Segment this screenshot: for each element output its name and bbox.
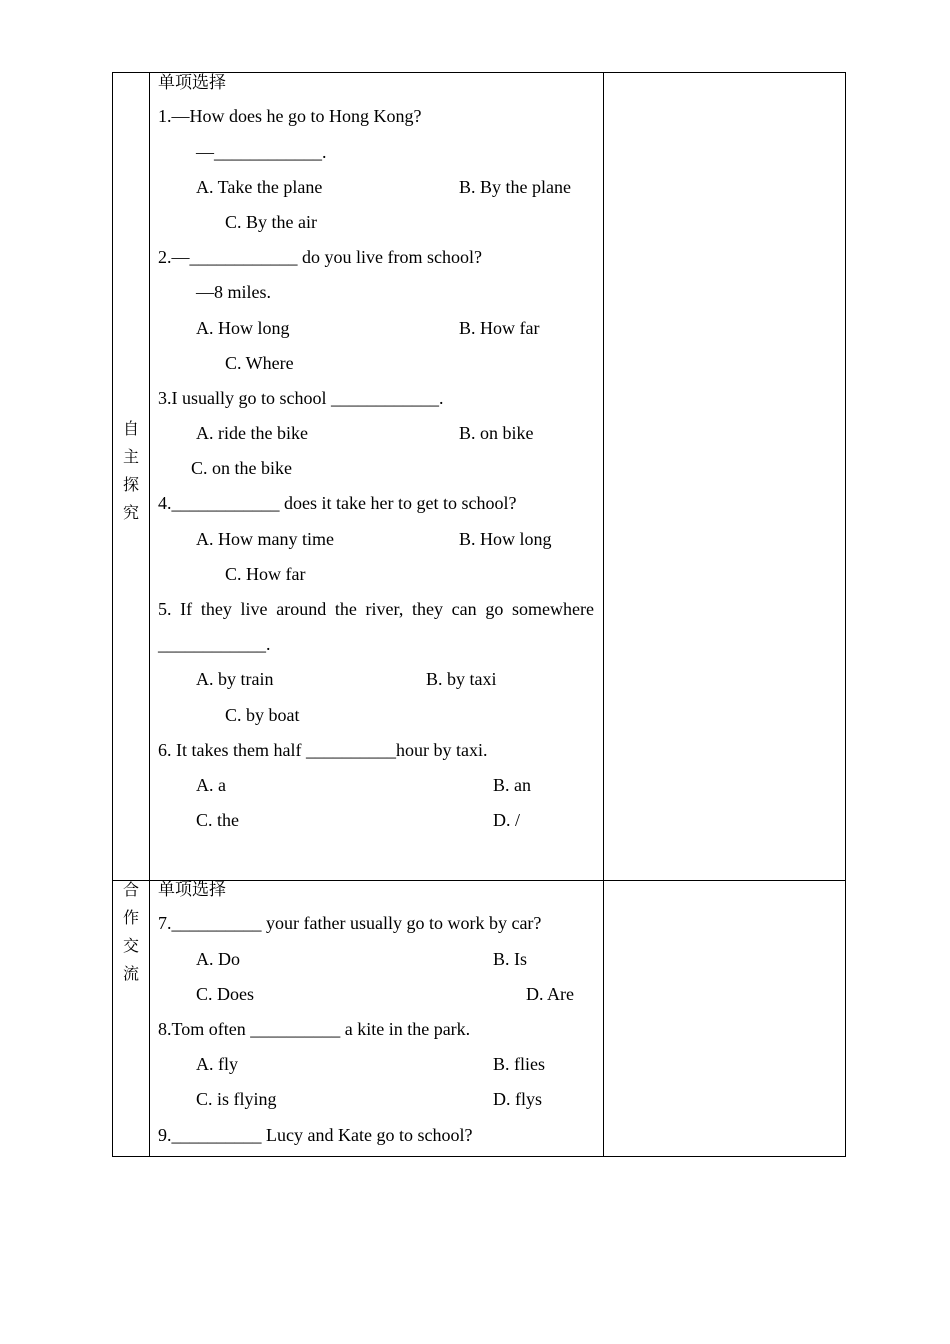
option-2a: A. How long	[196, 318, 290, 338]
answer-2: —8 miles.	[196, 282, 271, 302]
question-5-blank: ____________.	[158, 634, 271, 654]
option-8d: D. flys	[493, 1089, 542, 1109]
section1-label-char: 探	[122, 475, 139, 494]
question-6: 6. It takes them half __________hour by taxi.	[158, 740, 488, 760]
option-6c: C. the	[196, 810, 239, 830]
option-8a: A. fly	[196, 1054, 238, 1074]
column-divider-label	[149, 73, 150, 1156]
question-3: 3.I usually go to school ____________.	[158, 388, 444, 408]
option-6d: D. /	[493, 810, 520, 830]
option-2c: C. Where	[225, 353, 294, 373]
option-4a: A. How many time	[196, 529, 334, 549]
question-4: 4.____________ does it take her to get to school?	[158, 493, 517, 513]
option-5a: A. by train	[196, 669, 274, 689]
section1-label-char: 主	[122, 447, 139, 466]
section1-label	[113, 415, 149, 527]
option-7c: C. Does	[196, 984, 254, 1004]
option-1b: B. By the plane	[459, 177, 571, 197]
option-5c: C. by boat	[225, 705, 300, 725]
option-8b: B. flies	[493, 1054, 545, 1074]
option-4c: C. How far	[225, 564, 306, 584]
option-6b: B. an	[493, 775, 531, 795]
section2-label	[113, 876, 149, 988]
question-5: 5. If they live around the river, they can go somewhere	[158, 599, 594, 619]
question-7: 7.__________ your father usually go to work by car?	[158, 913, 542, 933]
option-5b: B. by taxi	[426, 669, 497, 689]
section2-label-char: 交	[122, 936, 139, 955]
question-1: 1.—How does he go to Hong Kong?	[158, 106, 422, 126]
option-8c: C. is flying	[196, 1089, 277, 1109]
option-6a: A. a	[196, 775, 226, 795]
option-3b: B. on bike	[459, 423, 534, 443]
section1-label-char: 究	[122, 503, 139, 522]
section1-label-char: 自	[122, 419, 139, 438]
column-divider-notes	[603, 73, 604, 1156]
option-7a: A. Do	[196, 949, 240, 969]
option-4b: B. How long	[459, 529, 552, 549]
option-7d: D. Are	[526, 984, 574, 1004]
question-8: 8.Tom often __________ a kite in the park.	[158, 1019, 471, 1039]
section2-label-char: 流	[122, 964, 139, 983]
option-3a: A. ride the bike	[196, 423, 308, 443]
section1-heading: 单项选择	[158, 73, 226, 93]
question-9: 9.__________ Lucy and Kate go to school?	[158, 1125, 473, 1145]
option-3c: C. on the bike	[191, 458, 292, 478]
section2-label-char: 合	[122, 880, 139, 899]
section2-label-char: 作	[122, 908, 139, 927]
option-7b: B. Is	[493, 949, 528, 969]
option-1a: A. Take the plane	[196, 177, 323, 197]
section2-heading: 单项选择	[158, 880, 226, 900]
option-1c: C. By the air	[225, 212, 317, 232]
option-2b: B. How far	[459, 318, 540, 338]
question-2: 2.—____________ do you live from school?	[158, 247, 482, 267]
answer-blank-1: —____________.	[196, 142, 327, 162]
